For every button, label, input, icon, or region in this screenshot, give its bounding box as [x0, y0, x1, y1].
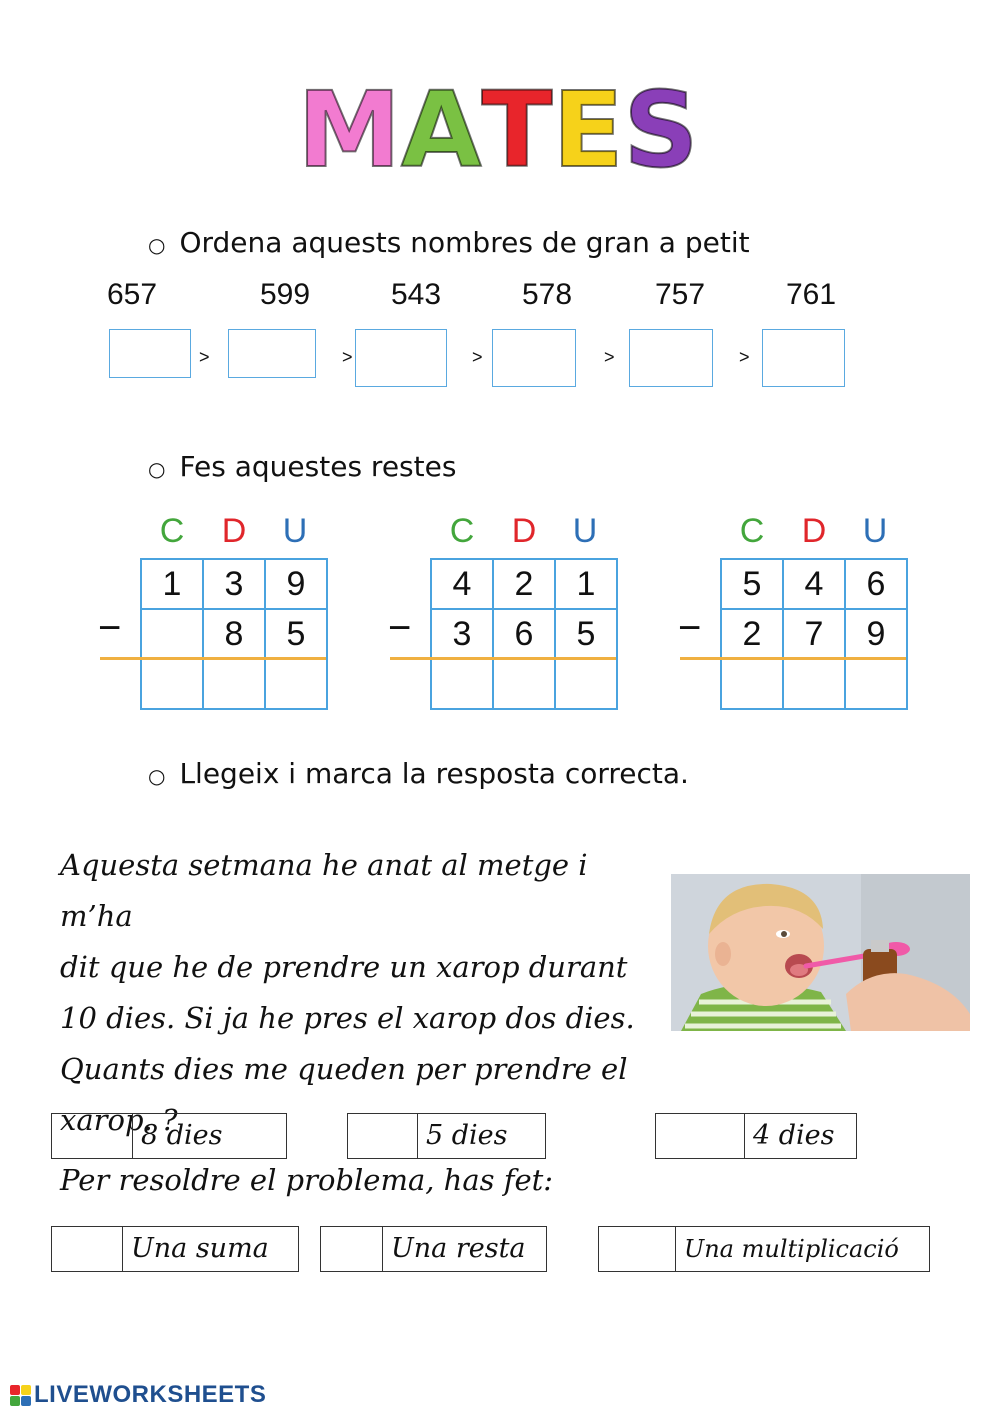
problem-line: xarop. ?	[60, 1103, 178, 1137]
section3-heading	[148, 757, 689, 790]
answer-label: Una suma	[131, 1233, 269, 1264]
answer-checkbox[interactable]	[599, 1227, 676, 1271]
greater-than-sign: >	[199, 347, 210, 367]
greater-than-sign: >	[472, 347, 483, 367]
table-row	[431, 659, 617, 709]
result-input-cell[interactable]	[493, 659, 555, 709]
subtraction-grid	[140, 558, 328, 710]
number-item: 599	[260, 278, 311, 311]
column-label-d: D	[221, 512, 247, 550]
digit-cell: 9	[845, 609, 907, 659]
section3-heading-text: Llegeix i marca la resposta correcta.	[179, 757, 689, 790]
table-row	[431, 609, 617, 659]
table-row	[721, 559, 907, 609]
answer-option-multiplicacio[interactable]	[598, 1226, 930, 1272]
child-medicine-photo	[671, 874, 970, 1031]
logo-cell	[21, 1385, 31, 1395]
digit-cell: 6	[845, 559, 907, 609]
title-letter-a: A	[401, 69, 486, 191]
title-letter-m: M	[297, 69, 406, 191]
answer-option-5-dies[interactable]	[347, 1113, 546, 1159]
column-label-d: D	[511, 512, 537, 550]
order-answer-box[interactable]	[355, 329, 447, 387]
underline	[390, 657, 616, 660]
column-label-u: U	[282, 512, 308, 550]
column-label-c: C	[449, 512, 475, 550]
column-label-c: C	[159, 512, 185, 550]
digit-cell: 3	[431, 609, 493, 659]
number-item: 657	[107, 278, 158, 311]
problem-line: Quants dies me queden per prendre el	[60, 1052, 628, 1086]
digit-cell	[141, 609, 203, 659]
subtraction-grid	[430, 558, 618, 710]
problem-line: dit que he de prendre un xarop durant	[60, 950, 628, 984]
answer-label: 4 dies	[753, 1120, 835, 1151]
result-input-cell[interactable]	[431, 659, 493, 709]
answer-checkbox[interactable]	[321, 1227, 383, 1271]
order-answer-box[interactable]	[492, 329, 576, 387]
column-label-u: U	[862, 512, 888, 550]
digit-cell: 1	[141, 559, 203, 609]
column-label-c: C	[739, 512, 765, 550]
digit-cell: 5	[721, 559, 783, 609]
order-answer-box[interactable]	[228, 329, 316, 378]
logo-cell	[21, 1396, 31, 1406]
result-input-cell[interactable]	[265, 659, 327, 709]
digit-cell: 9	[265, 559, 327, 609]
answer-label: 5 dies	[426, 1120, 508, 1151]
number-item: 757	[655, 278, 706, 311]
answer-label: Una resta	[391, 1233, 526, 1264]
greater-than-sign: >	[604, 347, 615, 367]
minus-sign: −	[678, 606, 702, 650]
title-letter-e: E	[552, 69, 628, 191]
digit-cell: 3	[203, 559, 265, 609]
bullet-icon: ○	[148, 764, 166, 788]
answer-option-8-dies[interactable]	[51, 1113, 287, 1159]
digit-cell: 4	[783, 559, 845, 609]
number-item: 543	[391, 278, 442, 311]
digit-cell: 2	[493, 559, 555, 609]
logo-cell	[10, 1396, 20, 1406]
order-answer-box[interactable]	[762, 329, 845, 387]
minus-sign: −	[98, 606, 122, 650]
table-row	[721, 659, 907, 709]
order-answer-box[interactable]	[109, 329, 191, 378]
problem-text	[60, 840, 660, 1146]
digit-cell: 1	[555, 559, 617, 609]
footer-brand	[10, 1381, 266, 1409]
table-row	[721, 609, 907, 659]
number-item: 761	[786, 278, 837, 311]
underline	[100, 657, 326, 660]
section2-heading-text: Fes aquestes restes	[179, 450, 457, 483]
answer-label: Una multiplicació	[684, 1235, 899, 1263]
answer-checkbox[interactable]	[52, 1227, 123, 1271]
title-letter-s: S	[623, 69, 703, 191]
underline	[680, 657, 906, 660]
answer-checkbox[interactable]	[52, 1114, 133, 1158]
answer-checkbox[interactable]	[348, 1114, 418, 1158]
subtraction-grid	[720, 558, 908, 710]
minus-sign: −	[388, 606, 412, 650]
table-row	[141, 559, 327, 609]
digit-cell: 7	[783, 609, 845, 659]
answer-option-resta[interactable]	[320, 1226, 547, 1272]
column-label-d: D	[801, 512, 827, 550]
problem-line: 10 dies. Si ja he pres el xarop dos dies.	[60, 1001, 635, 1035]
column-label-u: U	[572, 512, 598, 550]
section1-heading-text: Ordena aquests nombres de gran a petit	[179, 226, 750, 259]
title-letter-t: T	[481, 69, 557, 191]
section2-heading	[148, 450, 456, 483]
liveworksheets-logo-icon	[10, 1385, 31, 1406]
order-answer-box[interactable]	[629, 329, 713, 387]
answer-checkbox[interactable]	[656, 1114, 745, 1158]
digit-cell: 4	[431, 559, 493, 609]
greater-than-sign: >	[342, 347, 353, 367]
answer-option-4-dies[interactable]	[655, 1113, 857, 1159]
bullet-icon: ○	[148, 233, 166, 257]
result-input-cell[interactable]	[845, 659, 907, 709]
bullet-icon: ○	[148, 457, 166, 481]
photo-illustration	[671, 874, 970, 1031]
section1-heading	[148, 226, 750, 259]
table-row	[431, 559, 617, 609]
logo-cell	[10, 1385, 20, 1395]
answer-option-suma[interactable]	[51, 1226, 299, 1272]
digit-cell: 2	[721, 609, 783, 659]
table-row	[141, 609, 327, 659]
problem-line: Aquesta setmana he anat al metge i m’ha	[60, 848, 588, 933]
number-item: 578	[522, 278, 573, 311]
result-input-cell[interactable]	[141, 659, 203, 709]
result-input-cell[interactable]	[783, 659, 845, 709]
digit-cell: 5	[265, 609, 327, 659]
greater-than-sign: >	[739, 347, 750, 367]
digit-cell: 5	[555, 609, 617, 659]
footer-brand-text: LIVEWORKSHEETS	[34, 1381, 267, 1408]
page-title	[0, 70, 1000, 190]
question2-text: Per resoldre el problema, has fet:	[60, 1163, 554, 1197]
digit-cell: 8	[203, 609, 265, 659]
digit-cell: 6	[493, 609, 555, 659]
table-row	[141, 659, 327, 709]
result-input-cell[interactable]	[721, 659, 783, 709]
result-input-cell[interactable]	[203, 659, 265, 709]
answer-label: 8 dies	[141, 1120, 223, 1151]
result-input-cell[interactable]	[555, 659, 617, 709]
